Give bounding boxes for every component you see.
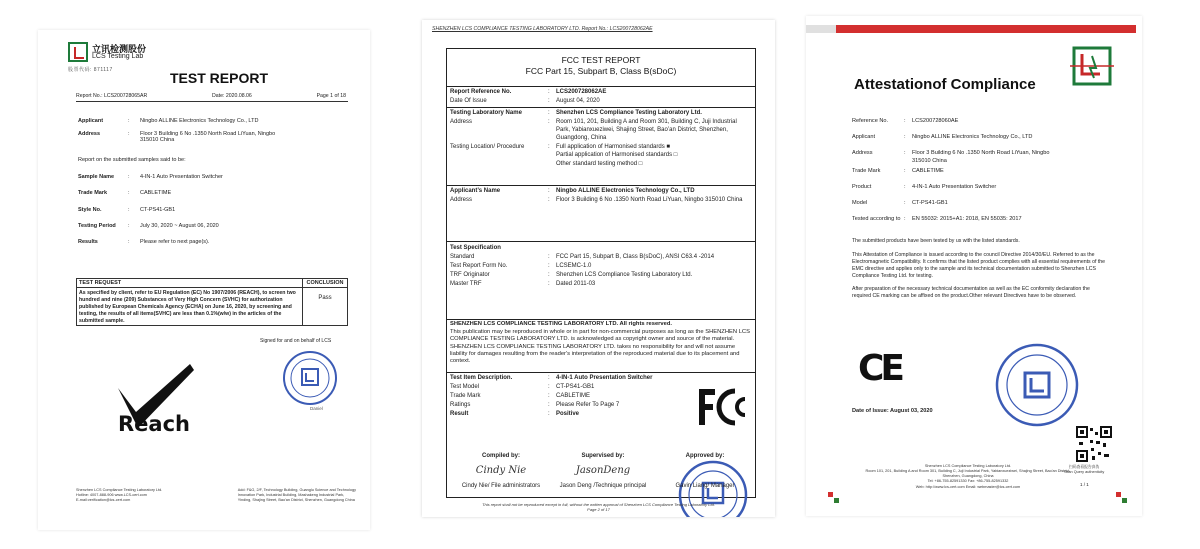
field-value: LCS200728060AE: [912, 118, 959, 124]
attestation-field: Product : 4-IN-1 Auto Presentation Switcher: [852, 184, 1112, 192]
paragraph: After preparation of the necessary technical documentation as well as the EC conformity declaration the required CE marking can be affixed on the product.Other relevant Directives have to be observed.: [852, 286, 1090, 300]
row-label: Test Model: [450, 384, 480, 391]
page-footer: [422, 502, 775, 513]
sample-field: Sample Name : 4-IN-1 Auto Presentation Switcher: [78, 174, 320, 180]
row-value: Room 101, 201, Building A and Room 301, Building C, Juji Industrial Park, Yabianxueziwei, Shajing Street, Bao’an District, Shenzhen, Guangdong, China: [556, 119, 737, 142]
row-value: FCC Part 15, Subpart B, Class B(sDoC), ANSI C63.4 -2014: [556, 254, 715, 261]
report-row: Testing Laboratory Name : Shenzhen LCS Compliance Testing Laboratory Ltd.: [447, 109, 755, 117]
row-value: LCSEMC-1.0: [556, 263, 592, 270]
stock-code: 股票代码: 871117: [68, 67, 113, 73]
signatory-name: Gavin Liang/ Manager: [675, 483, 735, 489]
signature-caption: Compiled by:: [481, 453, 520, 459]
trademark-field: Trade Mark : CABLETIME: [78, 190, 320, 196]
row-value: Positive: [556, 411, 580, 418]
row-label: Test Report Form No.: [450, 263, 508, 270]
row-value: CABLETIME: [556, 393, 591, 400]
header-stripe: [836, 25, 1136, 33]
field-label: Address: [852, 150, 873, 156]
row-label: TRF Originator: [450, 272, 490, 279]
report-row: Test Item Description. : 4-IN-1 Auto Presentation Switcher: [447, 374, 755, 382]
request-text: As specified by client, refer to EU Regulation (EC) No 1907/2006 (REACH), to screen two hundred and nine (209) Substances of Very High Concern (SVHC) for authorization published by European Chemicals Agency (ECHA) on June 16, 2020, by screening and testing, the results of all items(SVHC) are less than 0.1%(w/w) in the articles of the submitted sample.: [79, 290, 296, 325]
row-value: CT-PS41-GB1: [556, 384, 595, 391]
attestation-field: Tested according to : EN 55032: 2015+A1: 2018, EN 55035: 2017: [852, 216, 1112, 224]
test-report-document: [38, 30, 370, 530]
address-field: Address : Floor 3 Building 6 No .1350 North Road LiYuan, Ningbo 315010 China: [78, 131, 290, 143]
specification-section: [447, 242, 755, 320]
signature-caption: Approved by:: [685, 453, 725, 459]
qr-code-icon: [1076, 426, 1112, 462]
report-row: Applicant’s Name : Ningbo ALLINE Electronics Technology Co., LTD: [447, 187, 755, 195]
header-stripe: [806, 25, 836, 33]
report-note: [78, 157, 186, 163]
signed-note: Signed for and on behalf of LCS: [260, 338, 332, 344]
field-value: EN 55032: 2015+A1: 2018, EN 55035: 2017: [912, 216, 1022, 222]
field-value: CABLETIME: [912, 168, 944, 174]
attestation-field: Applicant : Ningbo ALLINE Electronics Technology Co., LTD: [852, 134, 1112, 142]
conclusion-header: CONCLUSION: [303, 279, 347, 288]
rights-section: [447, 320, 755, 373]
row-label: Applicant’s Name: [450, 188, 501, 194]
attestation-document: [806, 16, 1142, 516]
report-row: Trade Mark : CABLETIME: [447, 392, 755, 400]
field-label: Tested according to: [852, 216, 901, 222]
request-header: TEST REQUEST: [77, 279, 302, 288]
corner-square: [1122, 498, 1127, 503]
row-label: Address: [450, 119, 473, 126]
report-row: Standard : FCC Part 15, Subpart B, Class B(sDoC), ANSI C63.4 -2014: [447, 253, 755, 261]
fcc-title: FCC TEST REPORT: [561, 55, 641, 65]
field-value: CT-PS41-GB1: [140, 207, 176, 213]
corner-square: [1116, 492, 1121, 497]
compiled-signature: [453, 453, 549, 489]
row-value: Shenzhen LCS Compliance Testing Laboratory Ltd.: [556, 272, 693, 279]
paragraph: The submitted products have been tested by us with the listed standards.: [852, 238, 1020, 244]
row-label: Test Item Description.: [450, 375, 513, 381]
fcc-logo-icon: [695, 385, 753, 429]
page-number: Page 1 of 18: [316, 93, 346, 99]
applicant-section: [447, 186, 755, 242]
fcc-subtitle: FCC Part 15, Subpart B, Class B(sDoC): [525, 66, 677, 77]
report-number: Report No.: LCS200728065AR: [76, 93, 148, 99]
field-value: July 30, 2020 ~ August 06, 2020: [140, 223, 219, 229]
row-value: Floor 3 Building 6 No .1350 North Road LiYuan, Ningbo 315010 China: [556, 197, 743, 204]
applicant-field: Applicant : Ningbo ALLINE Electronics Technology Co., LTD: [78, 118, 320, 124]
field-value: 4-IN-1 Auto Presentation Switcher: [912, 184, 997, 190]
fcc-test-report-document: [422, 20, 775, 517]
field-label: Product: [852, 184, 872, 190]
field-label: Trade Mark: [78, 190, 108, 196]
field-value: CABLETIME: [140, 190, 172, 196]
reproduction-note: This report shall not be reproduced except in full, without the written approval of Shenzhen LCS Compliance Testing Laboratory Ltd.: [482, 501, 715, 507]
brand-english-name: LCS Testing Lab: [92, 53, 144, 60]
lcs-seal-icon: [282, 350, 338, 406]
supervised-signature: [555, 453, 651, 489]
report-row: Master TRF : Dated 2011-03: [447, 280, 755, 288]
field-label: Trade Mark: [852, 168, 881, 174]
field-value: Please refer to next page(s).: [140, 239, 210, 245]
field-label: Results: [78, 239, 98, 245]
row-label: Report Reference No.: [450, 89, 512, 95]
field-label: Applicant: [78, 118, 104, 124]
lcs-seal-icon: [992, 340, 1082, 430]
footer-left: Shenzhen LCS Compliance Testing Laboratory Ltd. Hotline: 4007-888-906 www.LCS-cert.com E-mail:verification@lcs-cert.com: [76, 488, 163, 503]
row-value: Dated 2011-03: [556, 281, 596, 288]
document-title: TEST REPORT: [170, 70, 269, 86]
test-request-table: [76, 278, 348, 326]
row-value: Shenzhen LCS Compliance Testing Laboratory Ltd.: [556, 110, 702, 116]
attestation-field: Reference No. : LCS200728060AE: [852, 118, 1112, 126]
attestation-field: Trade Mark : CABLETIME: [852, 168, 1112, 176]
field-label: Testing Period: [78, 223, 116, 229]
brand-chinese-name: 立讯检测股份: [92, 44, 147, 54]
field-value: Floor 3 Building 6 No .1350 North Road LiYuan, Ningbo 315010 China: [912, 150, 1050, 164]
document-title: Attestationof Compliance: [854, 76, 1036, 93]
row-label: Testing Laboratory Name: [450, 110, 522, 116]
reach-logo-text: Reach: [118, 412, 190, 436]
field-value: Floor 3 Building 6 No .1350 North Road LiYuan, Ningbo 315010 China: [140, 131, 276, 143]
spec-heading: Test Specification: [450, 245, 501, 251]
page-number: Page 2 of 17: [587, 507, 610, 513]
field-label: Address: [78, 131, 101, 137]
signature-caption: Supervised by:: [581, 453, 625, 459]
period-field: Testing Period : July 30, 2020 ~ August 06, 2020: [78, 223, 320, 229]
field-value: Ningbo ALLINE Electronics Technology Co., LTD: [140, 118, 259, 124]
note-text: Report on the submitted samples said to be:: [78, 157, 186, 163]
report-meta: [76, 93, 346, 99]
report-row: TRF Originator : Shenzhen LCS Compliance Testing Laboratory Ltd.: [447, 271, 755, 279]
lcs-logo-icon: [68, 42, 88, 62]
row-label: Ratings: [450, 402, 471, 409]
lcs-logo-icon: [1070, 44, 1114, 88]
handwritten-signature: JasonDeng: [575, 465, 631, 476]
row-label: Master TRF: [450, 281, 482, 288]
results-field: Results : Please refer to next page(s).: [78, 239, 320, 245]
report-row: Date Of Issue : August 04, 2020: [447, 97, 755, 105]
attestation-field: Model : CT-PS41-GB1: [852, 200, 1112, 208]
report-row: Address : Floor 3 Building 6 No .1350 North Road LiYuan, Ningbo 315010 China: [447, 196, 755, 204]
row-value: Full application of Harmonised standards ■ Partial application of Harmonised standards □ Other standard testing method □: [556, 144, 678, 167]
report-row: Testing Location/ Procedure : Full application of Harmonised standards ■ Partial application of Harmonised standards □ Other standard testing method □: [447, 143, 755, 167]
report-row: Report Reference No. : LCS200728062AE: [447, 88, 755, 96]
field-label: Applicant: [852, 134, 876, 140]
signatory-name: Jason Deng /Technique principal: [559, 483, 647, 489]
ce-mark: CE: [858, 348, 902, 389]
report-row: Test Model : CT-PS41-GB1: [447, 383, 755, 391]
row-label: Standard: [450, 254, 475, 261]
signer-name: Daniel: [310, 406, 323, 411]
laboratory-section: [447, 108, 755, 186]
row-value: August 04, 2020: [556, 98, 600, 105]
rights-heading: SHENZHEN LCS COMPLIANCE TESTING LABORATORY LTD. All rights reserved.: [450, 321, 673, 327]
signatory-name: Cindy Nie/ File administrators: [461, 483, 541, 489]
corner-square: [834, 498, 839, 503]
rights-text: This publication may be reproduced in whole or in part for non-commercial purposes as long as the SHENZHEN LCS COMPLIANCE TESTING LABORATORY LTD. is acknowledged as copyright owner and source of the material. SHENZHEN LCS COMPLIANCE TESTING LABORATORY LTD. takes no responsibility for and will not assume liability for damages resulting from the reader's interpretation of the reproduced material due to its placement and context.: [450, 329, 750, 365]
field-value: 4-IN-1 Auto Presentation Switcher: [140, 174, 223, 180]
row-label: Date Of Issue: [450, 98, 487, 105]
report-date: Date: 2020.08.06: [212, 93, 252, 99]
document-footer: Shenzhen LCS Compliance Testing Laboratory Ltd. Room 101, 201, Building A and Room 301, Building C, Juji Industrial Park, Yabianxueziwei, Shajing Street, Bao'an District, Shenzhen, Guangdong, China Tel: +86-755-82591330 Fax: +86-755-82591332 Web: http://www.lcs-cert.com Email: webmaster@lcs-cert.com: [865, 464, 1071, 489]
field-label: Model: [852, 200, 868, 206]
row-value: 4-IN-1 Auto Presentation Switcher: [556, 375, 653, 381]
field-value: Ningbo ALLINE Electronics Technology Co., LTD: [912, 134, 1033, 140]
report-row: Result : Positive: [447, 410, 755, 418]
field-label: Reference No.: [852, 118, 889, 124]
divider: [76, 101, 348, 102]
attestation-field: Address : Floor 3 Building 6 No .1350 North Road LiYuan, Ningbo 315010 China: [852, 150, 1062, 165]
handwritten-signature: Cindy Nie: [475, 465, 527, 476]
conclusion-value: Pass: [318, 295, 332, 301]
row-label: Trade Mark: [450, 393, 481, 400]
report-frame: [446, 48, 756, 498]
row-label: Result: [450, 411, 469, 418]
document-footer: [76, 488, 356, 503]
field-label: Style No.: [78, 207, 102, 213]
field-label: Sample Name: [78, 174, 115, 180]
running-header: SHENZHEN LCS COMPLIANCE TESTING LABORATORY LTD. Report No.: LCS200728062AE: [432, 26, 653, 32]
qr-caption: 扫码查看报告真伪 Scan Query authenticity: [1064, 465, 1105, 474]
reference-section: [447, 87, 755, 108]
field-value: CT-PS41-GB1: [912, 200, 948, 206]
row-label: Address: [450, 197, 473, 204]
row-value: Please Refer To Page 7: [556, 402, 620, 409]
page-number: 1 / 1: [1080, 482, 1089, 487]
issue-date: Date of Issue: August 03, 2020: [852, 408, 933, 414]
approved-signature: [657, 453, 753, 489]
report-row: Test Report Form No. : LCSEMC-1.0: [447, 262, 755, 270]
report-heading: [447, 49, 755, 87]
paragraph: This Attestation of Compliance is issued according to the council Directive 2014/30/EU. Referred to as the Electromagnetic Compatibility. It confirms that the listed product complies with all essential requirements of the EMC directive and applies only to the sample and its technical documentation submitted to Shenzhen LCS Compliance Testing Ltd. for testing.: [852, 252, 1106, 280]
row-value: LCS200728062AE: [556, 89, 607, 95]
style-field: Style No. : CT-PS41-GB1: [78, 207, 320, 213]
row-label: Testing Location/ Procedure: [450, 144, 525, 151]
report-row: Address : Room 101, 201, Building A and Room 301, Building C, Juji Industrial Park, Yabianxueziwei, Shajing Street, Bao’an District, Shenzhen, Guangdong, China: [447, 118, 755, 142]
corner-square: [828, 492, 833, 497]
report-row: Ratings : Please Refer To Page 7: [447, 401, 755, 409]
footer-right: Add: F&G, 2/F, Technology Building, Guanglu Science and Technology Innovation Park, Industrial Building, Mashakeng Industrial Park, Yinding, Shajing Street, Bao'an District, Shenzhen, Guangdong China: [237, 488, 356, 503]
row-value: Ningbo ALLINE Electronics Technology Co., LTD: [556, 188, 695, 194]
